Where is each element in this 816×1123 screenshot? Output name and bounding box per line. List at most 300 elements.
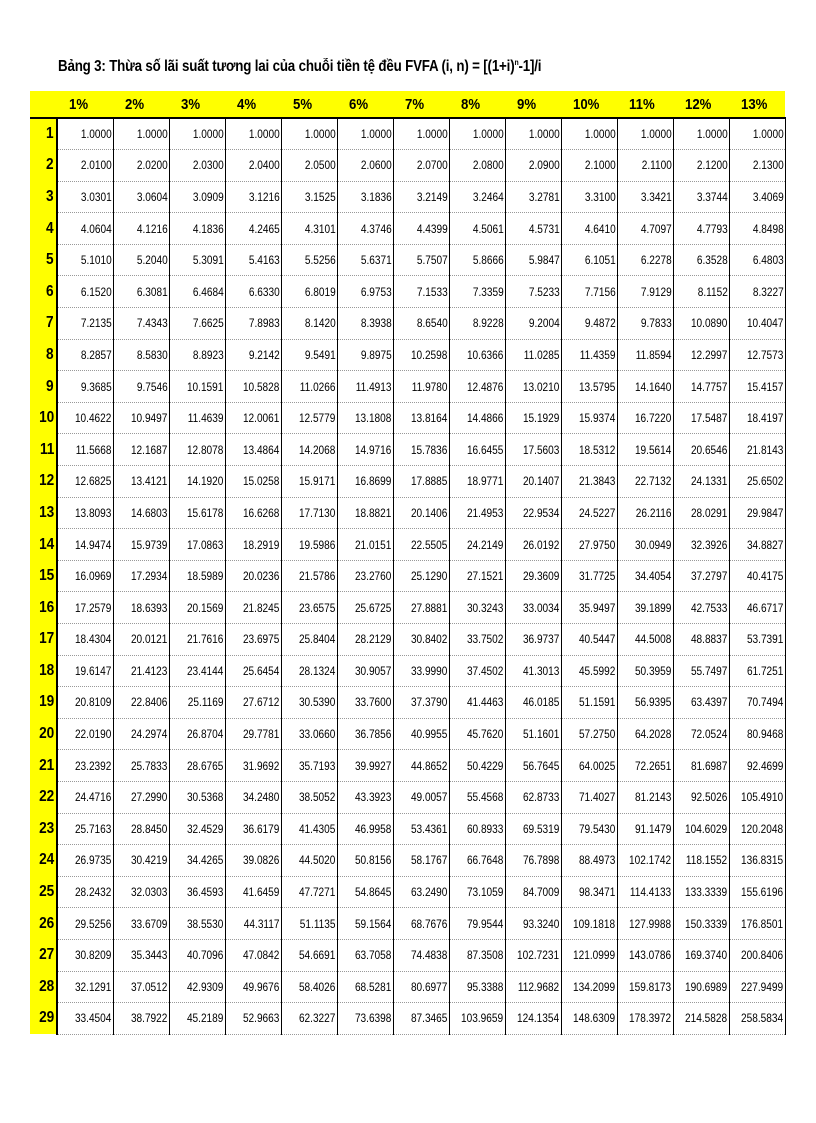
period-header — [30, 939, 57, 971]
factor-value: 11.4639 — [187, 411, 224, 426]
factor-cell — [617, 308, 673, 340]
period-label: 28 — [38, 977, 54, 995]
factor-cell — [617, 150, 673, 182]
factor-cell — [113, 371, 169, 403]
period-label: 11 — [39, 440, 54, 458]
factor-cell — [729, 1003, 785, 1035]
factor-value: 11.8594 — [635, 347, 672, 362]
factor-value: 5.7507 — [416, 253, 448, 268]
factor-value: 14.1920 — [187, 474, 224, 489]
factor-cell — [673, 813, 729, 845]
factor-value: 36.7856 — [355, 727, 392, 742]
period-header — [30, 339, 57, 371]
factor-cell — [449, 150, 505, 182]
factor-value: 27.9750 — [579, 537, 616, 552]
factor-cell — [449, 687, 505, 719]
factor-value: 148.6309 — [573, 1011, 616, 1026]
factor-value: 190.6989 — [685, 979, 728, 994]
factor-cell — [617, 1003, 673, 1035]
factor-cell — [225, 939, 281, 971]
period-label: 3 — [46, 187, 54, 205]
factor-value: 53.7391 — [747, 632, 784, 647]
factor-value: 21.8245 — [243, 600, 280, 615]
factor-value: 20.0236 — [243, 569, 280, 584]
factor-value: 60.8933 — [467, 821, 504, 836]
factor-value: 155.6196 — [741, 885, 784, 900]
factor-value: 13.8093 — [75, 505, 112, 520]
factor-value: 72.2651 — [635, 758, 672, 773]
factor-cell — [505, 655, 561, 687]
factor-value: 6.2278 — [640, 253, 672, 268]
factor-cell — [281, 276, 337, 308]
factor-value: 3.3421 — [640, 189, 672, 204]
factor-cell — [169, 402, 225, 434]
factor-value: 13.8164 — [411, 411, 448, 426]
factor-cell — [169, 560, 225, 592]
factor-cell — [281, 244, 337, 276]
factor-value: 102.7231 — [517, 948, 560, 963]
factor-value: 4.5731 — [528, 221, 560, 236]
factor-value: 3.2781 — [528, 189, 560, 204]
factor-value: 80.9468 — [747, 727, 784, 742]
table-title — [58, 58, 541, 76]
factor-cell — [337, 813, 393, 845]
factor-cell — [225, 497, 281, 529]
factor-cell — [225, 781, 281, 813]
factor-cell — [281, 750, 337, 782]
factor-value: 30.3243 — [467, 600, 504, 615]
factor-cell — [561, 402, 617, 434]
period-header — [30, 497, 57, 529]
factor-value: 18.2919 — [243, 537, 280, 552]
factor-cell — [281, 150, 337, 182]
factor-value: 84.7009 — [523, 885, 560, 900]
factor-value: 14.7757 — [691, 379, 728, 394]
factor-cell — [57, 466, 113, 498]
factor-cell — [113, 781, 169, 813]
table-row — [30, 624, 785, 656]
factor-cell — [617, 466, 673, 498]
rate-label: 5% — [293, 95, 313, 113]
factor-value: 41.4463 — [467, 695, 504, 710]
factor-cell — [561, 497, 617, 529]
factor-cell — [113, 402, 169, 434]
factor-value: 8.1152 — [697, 284, 728, 299]
factor-value: 178.3972 — [629, 1011, 672, 1026]
factor-value: 13.4864 — [243, 442, 280, 457]
factor-cell — [449, 1003, 505, 1035]
factor-cell — [449, 592, 505, 624]
factor-cell — [225, 971, 281, 1003]
period-label: 25 — [38, 883, 54, 901]
period-header — [30, 781, 57, 813]
factor-cell — [505, 845, 561, 877]
factor-value: 50.4229 — [467, 758, 504, 773]
factor-value: 12.4876 — [467, 379, 504, 394]
factor-value: 55.7497 — [691, 663, 728, 678]
factor-value: 63.2490 — [411, 885, 448, 900]
factor-cell — [393, 908, 449, 940]
factor-value: 10.4047 — [747, 316, 784, 331]
factor-cell — [505, 466, 561, 498]
factor-cell — [337, 939, 393, 971]
factor-cell — [393, 1003, 449, 1035]
factor-cell — [169, 813, 225, 845]
factor-cell — [169, 244, 225, 276]
rate-header — [281, 91, 337, 118]
factor-cell — [225, 402, 281, 434]
factor-value: 33.7600 — [355, 695, 392, 710]
table-row — [30, 592, 785, 624]
factor-value: 59.1564 — [355, 916, 392, 931]
factor-value: 3.2464 — [472, 189, 504, 204]
factor-cell — [617, 244, 673, 276]
period-header — [30, 845, 57, 877]
factor-value: 24.1331 — [691, 474, 728, 489]
factor-cell — [113, 845, 169, 877]
factor-value: 43.3923 — [355, 790, 392, 805]
factor-value: 22.8406 — [131, 695, 168, 710]
factor-cell — [393, 718, 449, 750]
period-header — [30, 908, 57, 940]
factor-value: 18.5989 — [187, 569, 224, 584]
factor-cell — [617, 181, 673, 213]
factor-value: 1.0000 — [528, 127, 560, 142]
factor-value: 52.9663 — [243, 1011, 280, 1026]
rate-header — [393, 91, 449, 118]
factor-value: 6.9753 — [360, 284, 392, 299]
factor-value: 32.0303 — [131, 885, 168, 900]
factor-value: 13.0210 — [523, 379, 560, 394]
factor-value: 150.3339 — [685, 916, 728, 931]
factor-cell — [281, 466, 337, 498]
factor-cell — [449, 624, 505, 656]
factor-value: 87.3465 — [411, 1011, 448, 1026]
factor-value: 63.7058 — [355, 948, 392, 963]
factor-value: 25.6454 — [243, 663, 280, 678]
factor-cell — [169, 592, 225, 624]
factor-value: 6.3528 — [696, 253, 728, 268]
period-header — [30, 813, 57, 845]
factor-cell — [337, 276, 393, 308]
factor-cell — [337, 781, 393, 813]
factor-cell — [393, 118, 449, 150]
factor-value: 112.9682 — [518, 979, 560, 994]
factor-value: 8.5830 — [136, 347, 168, 362]
table-row — [30, 1003, 785, 1035]
factor-value: 12.7573 — [747, 347, 784, 362]
factor-value: 45.7620 — [467, 727, 504, 742]
table-row — [30, 150, 785, 182]
factor-cell — [169, 150, 225, 182]
factor-value: 6.3081 — [136, 284, 168, 299]
factor-value: 133.3339 — [685, 885, 728, 900]
factor-cell — [729, 813, 785, 845]
factor-value: 17.5603 — [523, 442, 560, 457]
factor-cell — [225, 876, 281, 908]
factor-value: 27.1521 — [467, 569, 504, 584]
period-header — [30, 655, 57, 687]
factor-cell — [673, 244, 729, 276]
factor-value: 22.9534 — [523, 505, 560, 520]
factor-cell — [225, 908, 281, 940]
factor-cell — [449, 339, 505, 371]
factor-cell — [113, 497, 169, 529]
factor-cell — [505, 750, 561, 782]
factor-value: 39.9927 — [355, 758, 392, 773]
factor-cell — [617, 813, 673, 845]
period-header — [30, 750, 57, 782]
period-header — [30, 1003, 57, 1035]
factor-cell — [561, 939, 617, 971]
factor-value: 23.6975 — [243, 632, 280, 647]
factor-cell — [169, 624, 225, 656]
factor-value: 28.2129 — [355, 632, 392, 647]
period-label: 17 — [38, 630, 54, 648]
factor-value: 74.4838 — [411, 948, 448, 963]
factor-value: 55.4568 — [467, 790, 504, 805]
factor-cell — [281, 813, 337, 845]
factor-cell — [393, 876, 449, 908]
factor-value: 8.3227 — [752, 284, 784, 299]
factor-cell — [673, 718, 729, 750]
factor-cell — [505, 244, 561, 276]
factor-value: 3.4069 — [752, 189, 784, 204]
factor-cell — [393, 529, 449, 561]
factor-value: 1.0000 — [640, 127, 672, 142]
period-label: 29 — [38, 1009, 54, 1027]
rate-label: 4% — [237, 95, 257, 113]
factor-cell — [561, 908, 617, 940]
period-label: 16 — [38, 598, 54, 616]
factor-value: 109.1818 — [573, 916, 616, 931]
factor-value: 21.5786 — [299, 569, 336, 584]
factor-cell — [729, 371, 785, 403]
factor-cell — [57, 560, 113, 592]
factor-cell — [729, 497, 785, 529]
factor-cell — [561, 624, 617, 656]
factor-value: 21.3843 — [579, 474, 616, 489]
factor-cell — [617, 213, 673, 245]
factor-cell — [561, 339, 617, 371]
factor-cell — [729, 434, 785, 466]
factor-cell — [505, 181, 561, 213]
factor-value: 30.5390 — [299, 695, 336, 710]
period-label: 12 — [38, 472, 54, 490]
factor-value: 7.3359 — [472, 284, 504, 299]
fvfa-table-container — [30, 91, 786, 1035]
rate-label: 6% — [349, 95, 369, 113]
factor-cell — [729, 908, 785, 940]
factor-value: 12.8078 — [187, 442, 224, 457]
factor-value: 49.0057 — [411, 790, 448, 805]
period-label: 13 — [38, 503, 54, 521]
factor-value: 169.3740 — [685, 948, 728, 963]
factor-value: 3.0301 — [80, 189, 112, 204]
factor-value: 28.6765 — [187, 758, 224, 773]
factor-value: 36.4593 — [187, 885, 224, 900]
factor-value: 17.2934 — [131, 569, 168, 584]
factor-cell — [617, 971, 673, 1003]
factor-cell — [113, 181, 169, 213]
factor-cell — [505, 402, 561, 434]
factor-cell — [57, 371, 113, 403]
factor-value: 121.0999 — [573, 948, 616, 963]
factor-value: 64.2028 — [635, 727, 672, 742]
factor-value: 56.7645 — [523, 758, 560, 773]
factor-value: 87.3508 — [467, 948, 504, 963]
factor-cell — [337, 908, 393, 940]
factor-value: 1.0000 — [192, 127, 224, 142]
factor-value: 17.0863 — [187, 537, 224, 552]
factor-value: 103.9659 — [461, 1011, 504, 1026]
rate-header — [449, 91, 505, 118]
factor-value: 1.0000 — [584, 127, 616, 142]
factor-cell — [393, 813, 449, 845]
factor-cell — [673, 402, 729, 434]
factor-cell — [169, 497, 225, 529]
factor-value: 29.3609 — [523, 569, 560, 584]
table-row — [30, 276, 785, 308]
factor-cell — [617, 339, 673, 371]
factor-value: 10.9497 — [131, 411, 168, 426]
factor-cell — [673, 876, 729, 908]
factor-cell — [617, 655, 673, 687]
period-label: 21 — [38, 756, 54, 774]
factor-cell — [673, 213, 729, 245]
factor-cell — [169, 466, 225, 498]
factor-cell — [449, 781, 505, 813]
factor-cell — [281, 971, 337, 1003]
factor-value: 29.7781 — [243, 727, 280, 742]
factor-value: 30.9057 — [355, 663, 392, 678]
factor-value: 26.9735 — [75, 853, 112, 868]
factor-cell — [113, 560, 169, 592]
factor-value: 1.0000 — [248, 127, 280, 142]
factor-cell — [225, 150, 281, 182]
factor-cell — [673, 750, 729, 782]
factor-value: 33.0660 — [299, 727, 336, 742]
factor-cell — [449, 118, 505, 150]
factor-cell — [617, 371, 673, 403]
factor-cell — [393, 434, 449, 466]
factor-cell — [393, 339, 449, 371]
factor-cell — [505, 813, 561, 845]
factor-value: 51.1601 — [523, 727, 560, 742]
factor-cell — [729, 939, 785, 971]
factor-cell — [225, 466, 281, 498]
table-row — [30, 876, 785, 908]
factor-value: 7.5233 — [528, 284, 560, 299]
factor-value: 12.2997 — [691, 347, 728, 362]
factor-cell — [393, 939, 449, 971]
factor-cell — [729, 529, 785, 561]
factor-value: 2.1100 — [641, 158, 672, 173]
factor-cell — [225, 529, 281, 561]
factor-cell — [561, 655, 617, 687]
factor-cell — [393, 466, 449, 498]
period-header — [30, 434, 57, 466]
factor-value: 12.6825 — [75, 474, 112, 489]
factor-cell — [169, 434, 225, 466]
factor-cell — [561, 560, 617, 592]
factor-value: 42.7533 — [691, 600, 728, 615]
factor-cell — [729, 560, 785, 592]
factor-value: 68.5281 — [355, 979, 392, 994]
factor-cell — [337, 466, 393, 498]
factor-cell — [729, 750, 785, 782]
factor-cell — [617, 750, 673, 782]
factor-value: 46.0185 — [523, 695, 560, 710]
factor-cell — [505, 276, 561, 308]
factor-cell — [449, 434, 505, 466]
factor-value: 44.3117 — [243, 916, 280, 931]
factor-cell — [57, 845, 113, 877]
factor-value: 76.7898 — [523, 853, 560, 868]
factor-value: 21.8143 — [747, 442, 784, 457]
factor-value: 45.5992 — [579, 663, 616, 678]
rate-label: 2% — [125, 95, 145, 113]
factor-value: 16.7220 — [635, 411, 672, 426]
factor-value: 2.0600 — [360, 158, 392, 173]
factor-cell — [225, 845, 281, 877]
factor-value: 6.6330 — [248, 284, 280, 299]
factor-cell — [449, 655, 505, 687]
title-end: -1]/i — [518, 58, 542, 75]
factor-value: 68.7676 — [411, 916, 448, 931]
factor-cell — [393, 687, 449, 719]
period-header — [30, 687, 57, 719]
table-row — [30, 497, 785, 529]
factor-value: 11.0266 — [299, 379, 336, 394]
factor-cell — [337, 687, 393, 719]
table-row — [30, 718, 785, 750]
factor-value: 23.2392 — [75, 758, 112, 773]
factor-cell — [281, 781, 337, 813]
factor-value: 39.0826 — [243, 853, 280, 868]
factor-value: 13.5795 — [579, 379, 616, 394]
factor-value: 5.9847 — [528, 253, 560, 268]
factor-cell — [281, 118, 337, 150]
period-label: 19 — [38, 693, 54, 711]
factor-cell — [449, 908, 505, 940]
factor-cell — [617, 592, 673, 624]
factor-cell — [337, 1003, 393, 1035]
factor-cell — [57, 213, 113, 245]
factor-cell — [281, 560, 337, 592]
factor-value: 62.3227 — [299, 1011, 336, 1026]
factor-cell — [225, 813, 281, 845]
factor-cell — [449, 181, 505, 213]
factor-value: 33.0034 — [523, 600, 560, 615]
factor-cell — [113, 655, 169, 687]
factor-value: 4.3746 — [360, 221, 392, 236]
factor-cell — [57, 718, 113, 750]
factor-cell — [169, 213, 225, 245]
factor-cell — [281, 624, 337, 656]
factor-cell — [673, 781, 729, 813]
factor-value: 3.0909 — [192, 189, 224, 204]
factor-cell — [617, 718, 673, 750]
factor-cell — [169, 371, 225, 403]
factor-cell — [225, 339, 281, 371]
factor-value: 7.8983 — [248, 316, 280, 331]
factor-cell — [729, 624, 785, 656]
factor-cell — [57, 276, 113, 308]
factor-cell — [505, 876, 561, 908]
factor-value: 16.6268 — [243, 505, 280, 520]
factor-value: 11.4913 — [355, 379, 392, 394]
